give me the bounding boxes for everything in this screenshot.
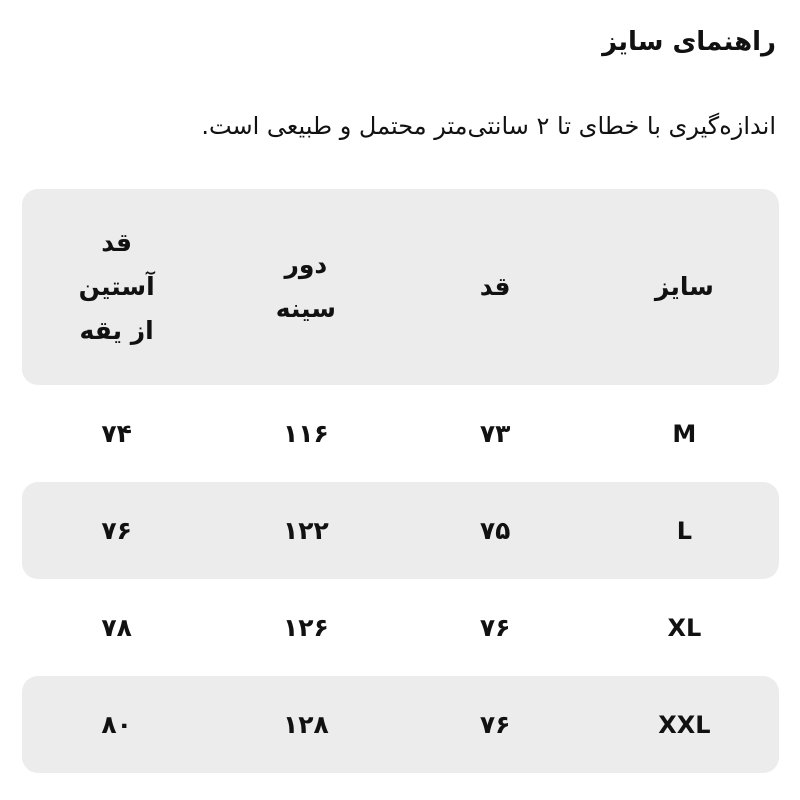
measurement-note: اندازه‌گیری با خطای تا ۲ سانتی‌متر محتمل و طبیعی است. (201, 112, 776, 140)
table-row (22, 482, 779, 579)
header-chest: دور سینه (275, 250, 336, 323)
cell-size: M (672, 419, 697, 448)
cell-height: ۷۶ (479, 612, 511, 642)
header-sleeve: قد آستین از یقه (78, 228, 155, 345)
cell-sleeve: ۷۴ (101, 418, 132, 448)
cell-chest: ۱۲۶ (282, 612, 329, 642)
cell-sleeve: ۷۶ (101, 515, 132, 545)
table-row (22, 579, 779, 676)
cell-size: L (676, 516, 693, 545)
cell-height: ۷۳ (479, 418, 511, 448)
cell-height: ۷۵ (479, 515, 511, 545)
cell-chest: ۱۲۲ (282, 515, 329, 545)
header-size: سایز (654, 272, 714, 301)
cell-size: XL (667, 613, 702, 642)
cell-sleeve: ۸۰ (101, 709, 132, 739)
cell-height: ۷۶ (479, 709, 511, 739)
size-table (22, 189, 779, 773)
cell-chest: ۱۱۶ (282, 418, 329, 448)
cell-sleeve: ۷۸ (101, 612, 132, 642)
table-header-row (22, 189, 779, 385)
header-height: قد (479, 272, 511, 301)
table-row (22, 676, 779, 773)
cell-size: XXL (658, 710, 711, 739)
cell-chest: ۱۲۸ (282, 709, 329, 739)
page-title: راهنمای سایز (602, 27, 776, 57)
table-row (22, 385, 779, 482)
